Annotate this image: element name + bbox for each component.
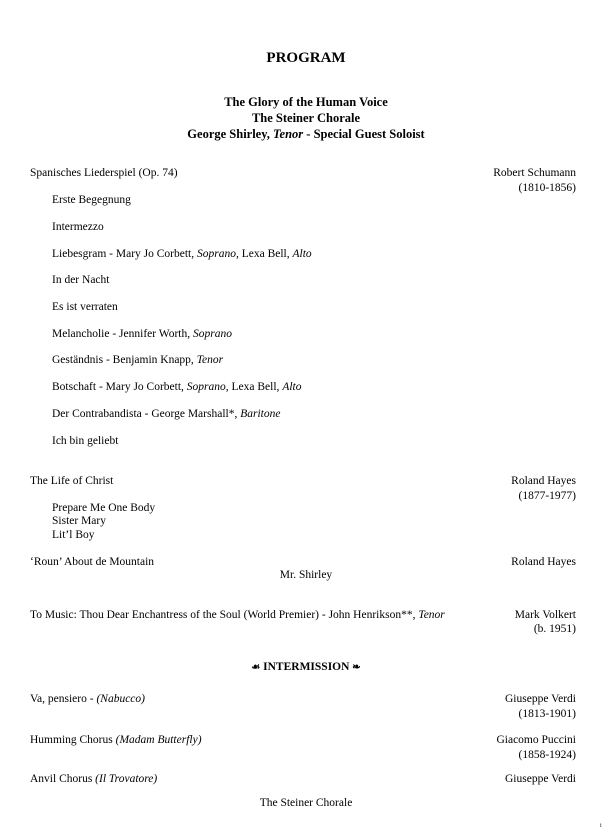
verdi1-work bbox=[30, 692, 145, 706]
verdi2-work bbox=[30, 772, 157, 786]
work-title: Va, pensiero - bbox=[30, 693, 97, 705]
song-title: Der Contrabandista - George Marshall*, bbox=[52, 408, 241, 420]
work-title: Anvil Chorus bbox=[30, 773, 96, 785]
soloist-line bbox=[0, 126, 612, 142]
intermission-label: INTERMISSION bbox=[263, 661, 350, 673]
intermission-heading bbox=[0, 660, 612, 675]
song-title: Liebesgram - Mary Jo Corbett, bbox=[52, 248, 197, 260]
schumann-work: Spanisches Liederspiel (Op. 74) bbox=[30, 167, 178, 179]
opera-title: (Il Trovatore) bbox=[95, 773, 158, 785]
song-item: Erste Begegnung bbox=[52, 194, 131, 206]
song-item: Ich bin geliebt bbox=[52, 435, 119, 447]
song-title: Melancholie - Jennifer Worth, bbox=[52, 328, 193, 340]
song-item bbox=[52, 327, 232, 341]
soloist-voice: Tenor bbox=[273, 127, 304, 141]
verdi1-dates: (1813-1901) bbox=[518, 708, 576, 720]
voice-type: Alto bbox=[282, 381, 302, 393]
song-item: Es ist verraten bbox=[52, 301, 118, 313]
hayes-composer: Roland Hayes bbox=[511, 475, 576, 487]
soloist-name: George Shirley, bbox=[187, 127, 274, 141]
puccini-work bbox=[30, 733, 202, 747]
song-item bbox=[52, 407, 280, 421]
work-title: To Music: Thou Dear Enchantress of the Soul (World Premier) - John Henrikson**, bbox=[30, 609, 419, 621]
soloist-suffix: - Special Guest Soloist bbox=[303, 127, 425, 141]
hayes2-composer: Roland Hayes bbox=[511, 556, 576, 568]
song-item: Prepare Me One Body bbox=[52, 502, 156, 514]
song-title: Geständnis - Benjamin Knapp, bbox=[52, 354, 197, 366]
song-item bbox=[52, 247, 312, 261]
volkert-work bbox=[30, 608, 445, 622]
voice-type: Alto bbox=[292, 248, 312, 260]
ornament-left-icon: ☙ bbox=[251, 662, 261, 673]
voice-type: Baritone bbox=[240, 408, 281, 420]
song-item: Sister Mary bbox=[52, 515, 106, 527]
song-title: Botschaft - Mary Jo Corbett, bbox=[52, 381, 187, 393]
schumann-composer: Robert Schumann bbox=[493, 167, 576, 179]
song-item bbox=[52, 353, 223, 367]
song-item: In der Nacht bbox=[52, 274, 110, 286]
opera-title: (Nabucco) bbox=[96, 693, 145, 705]
voice-type: Tenor bbox=[418, 609, 445, 621]
voice-type: Soprano bbox=[186, 381, 226, 393]
work-title: Humming Chorus bbox=[30, 734, 116, 746]
volkert-composer: Mark Volkert bbox=[514, 609, 576, 621]
voice-type: Tenor bbox=[196, 354, 224, 366]
song-item bbox=[52, 380, 301, 394]
verdi2-composer: Giuseppe Verdi bbox=[504, 773, 576, 785]
page-mark: i bbox=[600, 823, 602, 829]
volkert-dates: (b. 1951) bbox=[533, 623, 576, 635]
performer-name: , Lexa Bell, bbox=[225, 381, 283, 393]
hayes-dates: (1877-1977) bbox=[518, 490, 576, 502]
hayes-work: The Life of Christ bbox=[30, 475, 114, 487]
schumann-dates: (1810-1856) bbox=[518, 182, 576, 194]
song-item: Intermezzo bbox=[52, 221, 104, 233]
puccini-composer: Giacomo Puccini bbox=[496, 734, 576, 746]
closing-ensemble: The Steiner Chorale bbox=[259, 797, 353, 809]
voice-type: Soprano bbox=[192, 328, 232, 340]
voice-type: Soprano, bbox=[197, 248, 239, 260]
puccini-dates: (1858-1924) bbox=[518, 749, 576, 761]
verdi1-composer: Giuseppe Verdi bbox=[504, 693, 576, 705]
hayes2-work: ‘Roun’ About de Mountain bbox=[30, 556, 155, 568]
concert-title: The Glory of the Human Voice bbox=[224, 95, 388, 109]
ensemble-name: The Steiner Chorale bbox=[251, 111, 361, 125]
performer-name: Lexa Bell, bbox=[238, 248, 293, 260]
song-item: Lit’l Boy bbox=[52, 529, 95, 541]
opera-title: (Madam Butterfly) bbox=[115, 734, 202, 746]
page-title: PROGRAM bbox=[266, 50, 346, 66]
ornament-right-icon: ❧ bbox=[352, 662, 361, 673]
performer-line: Mr. Shirley bbox=[279, 569, 333, 581]
